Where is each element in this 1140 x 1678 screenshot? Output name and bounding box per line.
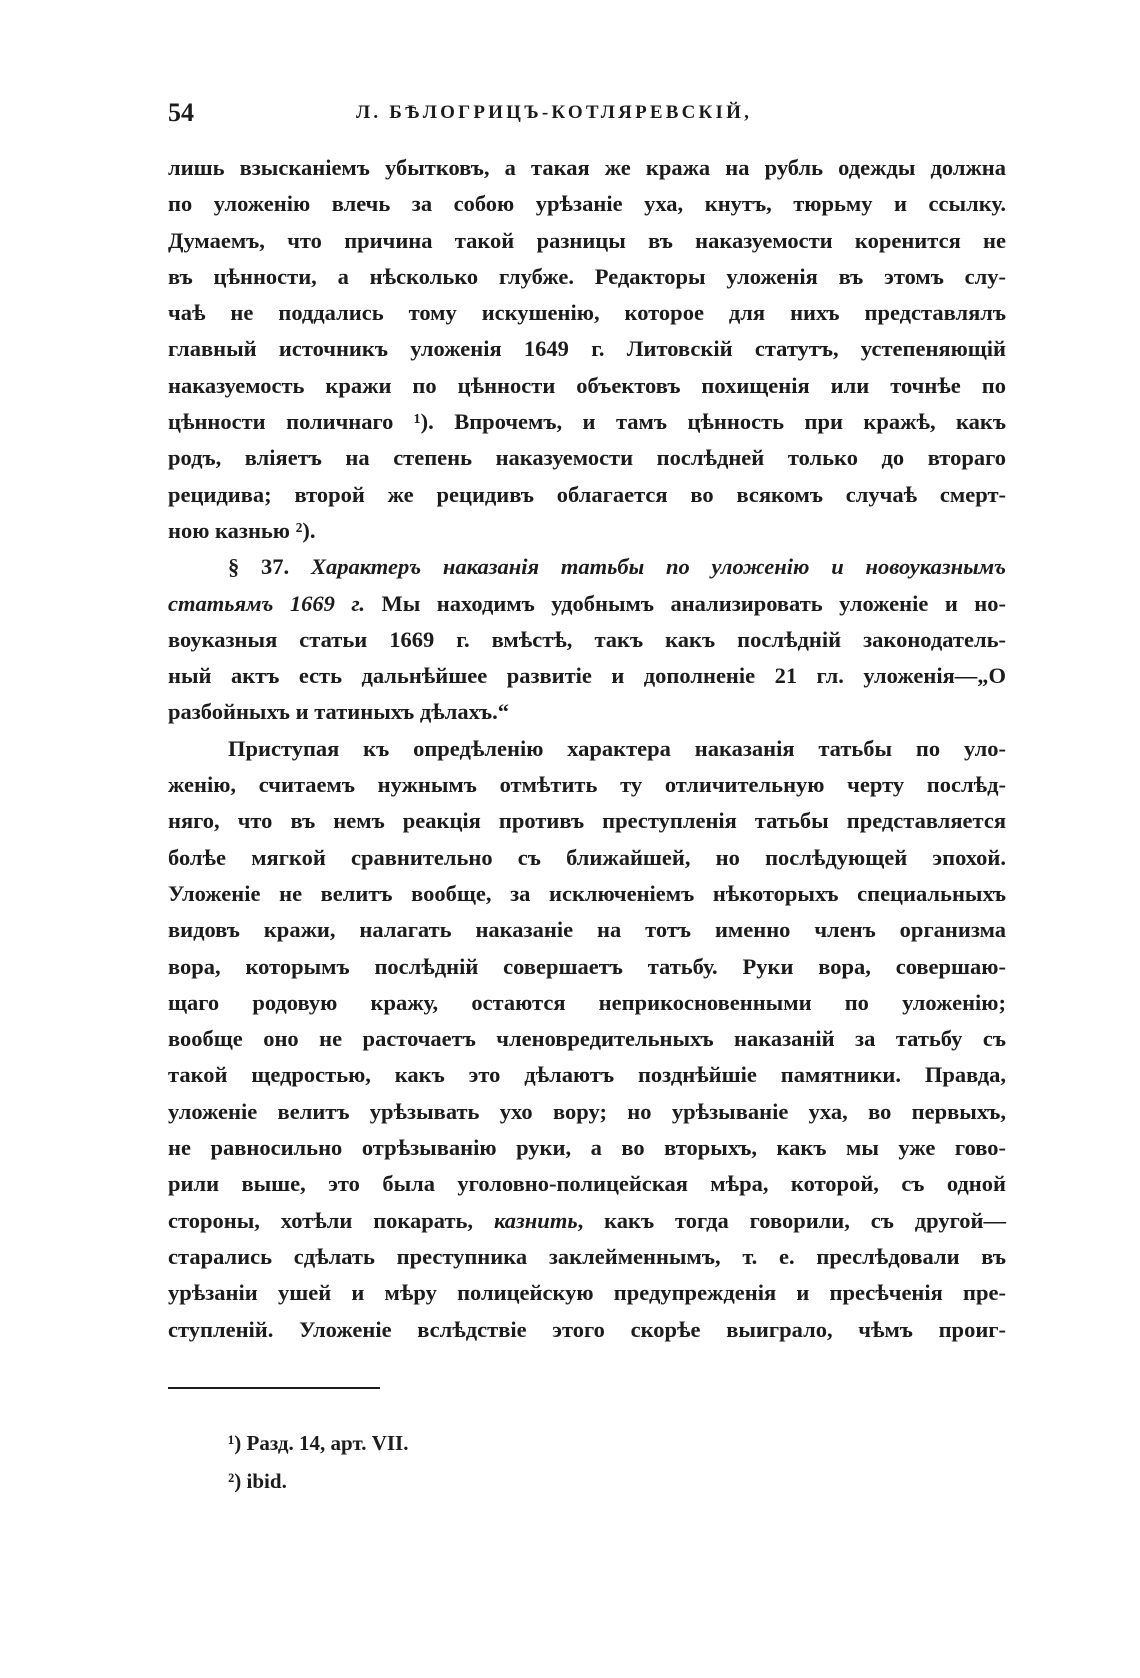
page-number: 54 xyxy=(168,98,194,127)
text-span: стороны, хотѣли покарать, xyxy=(168,1207,494,1233)
footnote-2 xyxy=(228,1462,828,1500)
page-header xyxy=(168,98,1006,138)
text-line: въ цѣнности, а нѣсколько глубже. Редакторы уложенія въ этомъ слу- xyxy=(168,263,1006,289)
text-span: Мы находимъ удобнымъ анализировать уложеніе и но- xyxy=(381,590,1007,616)
text-line: цѣнности поличнаго ¹). Впрочемъ, и тамъ цѣнность при кражѣ, какъ xyxy=(168,409,1006,435)
footnote-marker: ²) xyxy=(228,1469,242,1493)
text-line: вора, которымъ послѣдній совершаетъ татьбу. Руки вора, совершаю- xyxy=(168,953,1006,979)
footnote-1 xyxy=(228,1424,828,1462)
text-line: старались сдѣлать преступника заклейменнымъ, т. е. преслѣдовали въ xyxy=(168,1243,1006,1269)
text-line: лишь взысканіемъ убытковъ, а такая же кража на рубль одежды должна xyxy=(168,155,1006,180)
text-line: Думаемъ, что причина такой разницы въ наказуемости коренится не xyxy=(168,227,1006,253)
section-title: Характеръ наказанія татьбы по уложенію и новоуказнымъ xyxy=(310,554,1007,580)
text-line: вообще оно не расточаетъ членовредительныхъ наказаній за татьбу съ xyxy=(168,1026,1006,1052)
section-number: § 37. xyxy=(228,554,290,580)
text-line: рили выше, это была уголовно-полицейская мѣра, которой, съ одной xyxy=(168,1171,1006,1197)
running-head: Л. БѢЛОГРИЦЪ-КОТЛЯРЕВСКІЙ, xyxy=(356,102,753,123)
text-line: ступленій. Уложеніе вслѣдствіе этого скорѣе выиграло, чѣмъ проиг- xyxy=(168,1316,1006,1342)
footnote-text: ibid. xyxy=(246,1469,287,1493)
footnote-divider xyxy=(168,1387,380,1389)
text-line: ною казнью ²). xyxy=(168,517,316,543)
text-line: родъ, вліяетъ на степень наказуемости послѣдней только до втораго xyxy=(168,445,1006,471)
footnote-marker: ¹) xyxy=(228,1431,242,1455)
text-line: чаѣ не поддались тому искушенію, которое для нихъ представлялъ xyxy=(168,300,1006,326)
section-heading-line xyxy=(168,549,1006,585)
text-line: женію, считаемъ нужнымъ отмѣтить ту отличительную черту послѣд- xyxy=(168,772,1006,798)
text-line: болѣе мягкой сравнительно съ ближайшей, но послѣдующей эпохой. xyxy=(168,844,1006,870)
text-line: по уложенію влечь за собою урѣзаніе уха, кнутъ, тюрьму и ссылку. xyxy=(168,191,1006,217)
section-heading-line xyxy=(168,586,1006,622)
text-line: урѣзаніи ушей и мѣру полицейскую предупрежденія и пресѣченія пре- xyxy=(168,1280,1006,1306)
text-line: не равносильно отрѣзыванію руки, а во вторыхъ, какъ мы уже гово- xyxy=(168,1135,1006,1161)
footnotes xyxy=(228,1424,828,1500)
section-title-continued: статьямъ 1669 г. xyxy=(168,590,365,616)
text-line: щаго родовую кражу, остаются неприкосновенными по уложенію; xyxy=(168,989,1006,1015)
text-line: воуказныя статьи 1669 г. вмѣстѣ, такъ какъ послѣдній законодатель- xyxy=(168,626,1006,652)
text-line: такой щедростью, какъ это дѣлаютъ позднѣйшіе памятники. Правда, xyxy=(168,1062,1006,1088)
text-line: наказуемость кражи по цѣнности объектовъ похищенія или точнѣе по xyxy=(168,372,1006,398)
text-line: главный источникъ уложенія 1649 г. Литовскій статутъ, устепеняющій xyxy=(168,336,1006,362)
text-line: разбойныхъ и татиныхъ дѣлахъ.“ xyxy=(168,699,510,725)
text-line: рецидива; второй же рецидивъ облагается во всякомъ случаѣ смерт- xyxy=(168,481,1006,507)
text-line: видовъ кражи, налагать наказаніе на тотъ именно членъ организма xyxy=(168,917,1006,943)
text-line: Уложеніе не велитъ вообще, за исключеніемъ нѣкоторыхъ специальныхъ xyxy=(168,880,1006,906)
body-text xyxy=(168,150,1006,1348)
text-line: уложеніе велитъ урѣзывать ухо вору; но урѣзываніе уха, во первыхъ, xyxy=(168,1098,1006,1124)
footnote-text: Разд. 14, арт. VII. xyxy=(246,1431,409,1455)
text-line: ный актъ есть дальнѣйшее развитіе и дополненіе 21 гл. уложенія—„О xyxy=(168,663,1006,689)
text-line xyxy=(168,1203,1006,1239)
text-span: , какъ тогда говорили, съ другой— xyxy=(577,1207,1007,1233)
italic-word: казнить xyxy=(493,1207,578,1233)
text-line: Приступая къ опредѣленію характера наказанія татьбы по уло- xyxy=(228,735,1006,761)
text-line: няго, что въ немъ реакція противъ преступленія татьбы представляется xyxy=(168,808,1006,834)
